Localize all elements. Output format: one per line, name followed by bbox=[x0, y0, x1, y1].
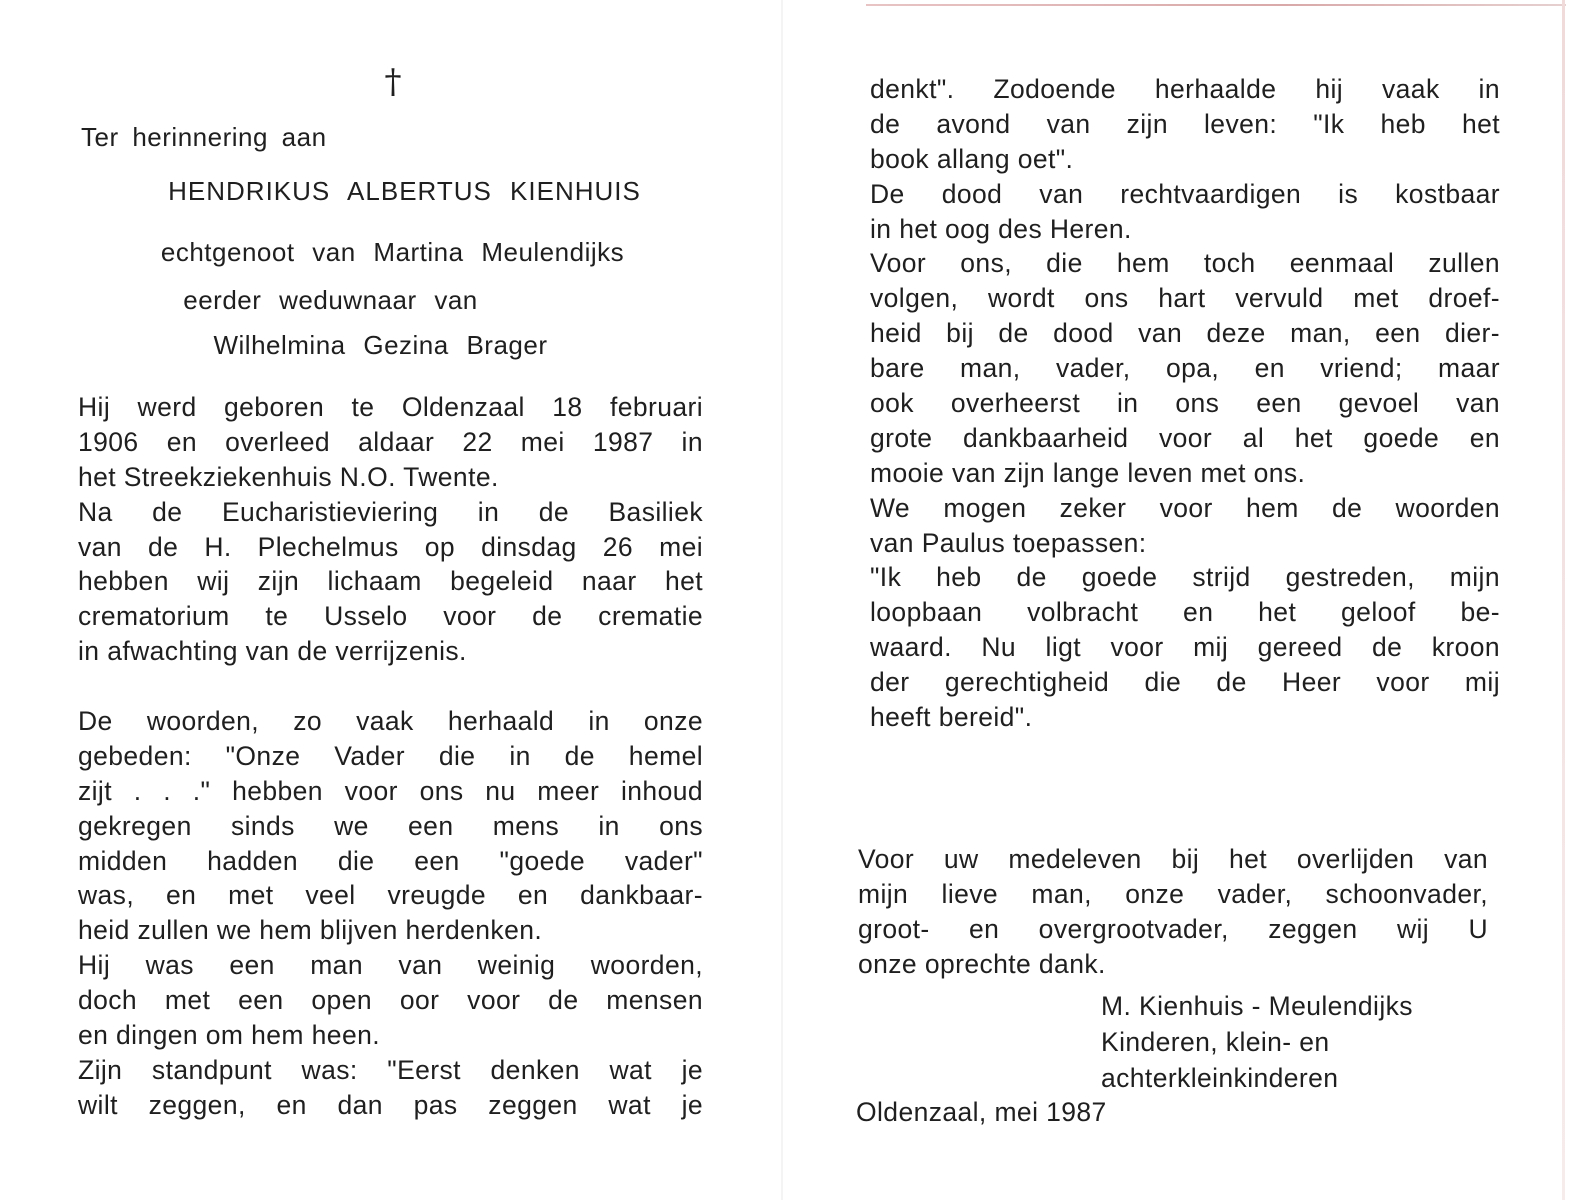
text-line: doch met een open oor voor de mensen bbox=[78, 985, 703, 1016]
text-line: book allang oet". bbox=[870, 143, 1074, 174]
text-line: van Paulus toepassen: bbox=[870, 527, 1147, 558]
text-line: De woorden, zo vaak herhaald in onze bbox=[78, 706, 703, 736]
text-line: midden hadden die een "goede vader" bbox=[78, 845, 703, 876]
text-line: der gerechtigheid die de Heer voor mij bbox=[870, 667, 1500, 698]
first-wife-line: Wilhelmina Gezina Brager bbox=[213, 330, 548, 360]
text-line: onze oprechte dank. bbox=[858, 948, 1106, 979]
cross-icon: † bbox=[384, 62, 402, 102]
text-line: waard. Nu ligt voor mij gereed de kroon bbox=[870, 632, 1500, 663]
text-line: heeft bereid". bbox=[870, 702, 1033, 733]
text-line: heid bij de dood van deze man, een dier- bbox=[870, 318, 1500, 349]
signature-line: Kinderen, klein- en bbox=[1101, 1027, 1330, 1057]
text-line: hebben wij zijn lichaam begeleid naar het bbox=[78, 566, 703, 597]
remembrance-paragraph bbox=[78, 704, 703, 1123]
text-line: Hij was een man van weinig woorden, bbox=[78, 950, 703, 981]
signature-line: M. Kienhuis - Meulendijks bbox=[1101, 991, 1413, 1021]
text-line: crematorium te Usselo voor de crematie bbox=[78, 601, 703, 632]
deceased-name: HENDRIKUS ALBERTUS KIENHUIS bbox=[168, 176, 641, 206]
text-line: De dood van rechtvaardigen is kostbaar bbox=[870, 178, 1500, 209]
text-line: mooie van zijn lange leven met ons. bbox=[870, 457, 1306, 488]
text-line: "Ik heb de goede strijd gestreden, mijn bbox=[870, 562, 1500, 593]
text-line: Zijn standpunt was: "Eerst denken wat je bbox=[78, 1054, 703, 1085]
text-line: was, en met veel vreugde en dankbaar- bbox=[78, 880, 703, 911]
text-line: de avond van zijn leven: "Ik heb het bbox=[870, 108, 1500, 139]
text-line: het Streekziekenhuis N.O. Twente. bbox=[78, 461, 499, 492]
left-page bbox=[78, 0, 703, 1200]
text-line: en dingen om hem heen. bbox=[78, 1020, 380, 1051]
signature-block bbox=[1101, 988, 1413, 1096]
text-line: volgen, wordt ons hart vervuld met droef- bbox=[870, 283, 1500, 314]
biography-paragraph bbox=[78, 390, 703, 669]
text-line: 1906 en overleed aldaar 22 mei 1987 in bbox=[78, 426, 703, 457]
text-line: zijt . . ." hebben voor ons nu meer inhoud bbox=[78, 775, 703, 806]
text-line: wilt zeggen, en dan pas zeggen wat je bbox=[78, 1089, 703, 1120]
widower-line: eerder weduwnaar van bbox=[183, 285, 478, 315]
text-line: mijn lieve man, onze vader, schoonvader, bbox=[858, 878, 1488, 909]
thanks-paragraph bbox=[858, 842, 1488, 982]
text-line: Na de Eucharistieviering in de Basiliek bbox=[78, 496, 703, 527]
text-line: in afwachting van de verrijzenis. bbox=[78, 636, 467, 667]
text-line: van de H. Plechelmus op dinsdag 26 mei bbox=[78, 531, 703, 562]
right-page bbox=[858, 0, 1500, 1200]
text-line: heid zullen we hem blijven herdenken. bbox=[78, 915, 543, 946]
text-line: bare man, vader, opa, en vriend; maar bbox=[870, 353, 1500, 384]
place-date: Oldenzaal, mei 1987 bbox=[856, 1097, 1107, 1127]
text-line: Voor ons, die hem toch eenmaal zullen bbox=[870, 248, 1500, 279]
text-line: gebeden: "Onze Vader die in de hemel bbox=[78, 740, 703, 771]
spouse-line: echtgenoot van Martina Meulendijks bbox=[160, 237, 625, 267]
text-line: grote dankbaarheid voor al het goede en bbox=[870, 422, 1500, 453]
text-line: ook overheerst in ons een gevoel van bbox=[870, 388, 1500, 419]
text-line: We mogen zeker voor hem de woorden bbox=[870, 492, 1500, 523]
continuation-paragraph bbox=[870, 72, 1500, 735]
text-line: loopbaan volbracht en het geloof be- bbox=[870, 597, 1500, 628]
text-line: Hij werd geboren te Oldenzaal 18 februari bbox=[78, 392, 703, 422]
text-line: Voor uw medeleven bij het overlijden van bbox=[858, 844, 1488, 874]
card-edge-right bbox=[1562, 0, 1565, 1200]
text-line: in het oog des Heren. bbox=[870, 213, 1132, 244]
card-fold bbox=[781, 0, 783, 1200]
intro-line: Ter herinnering aan bbox=[81, 122, 327, 152]
signature-line: achterkleinkinderen bbox=[1101, 1063, 1339, 1093]
text-line: groot- en overgrootvader, zeggen wij U bbox=[858, 913, 1488, 944]
text-line: denkt". Zodoende herhaalde hij vaak in bbox=[870, 74, 1500, 104]
text-line: gekregen sinds we een mens in ons bbox=[78, 810, 703, 841]
